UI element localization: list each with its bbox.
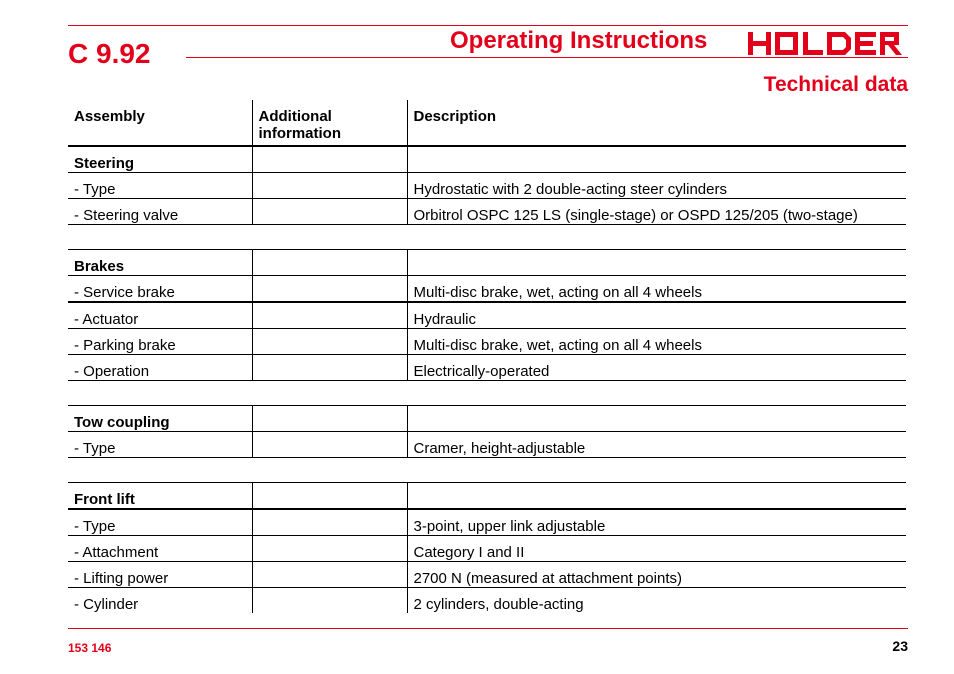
description-cell: Category I and II: [407, 536, 906, 562]
assembly-cell: - Actuator: [68, 302, 252, 329]
assembly-cell: - Type: [68, 509, 252, 536]
table-row: [68, 329, 906, 355]
page-title: Operating Instructions: [450, 27, 708, 54]
description-cell: 2700 N (measured at attachment points): [407, 562, 906, 588]
info-cell: [252, 432, 407, 458]
section-name: Steering: [68, 146, 252, 173]
assembly-cell: - Steering valve: [68, 199, 252, 225]
table-row: [68, 562, 906, 588]
info-cell: [252, 173, 407, 199]
info-cell: [252, 536, 407, 562]
info-cell: [252, 562, 407, 588]
assembly-cell: - Type: [68, 432, 252, 458]
info-cell: [252, 509, 407, 536]
description-cell: Electrically-operated: [407, 355, 906, 381]
document-number: 153 146: [68, 641, 112, 655]
header-rule-middle: [186, 57, 908, 58]
table-row: [68, 173, 906, 199]
spacer-row: [68, 458, 906, 483]
table-header-row: [68, 100, 906, 146]
assembly-cell: - Attachment: [68, 536, 252, 562]
info-cell: [252, 199, 407, 225]
info-cell: [252, 329, 407, 355]
assembly-cell: - Operation: [68, 355, 252, 381]
section-row-tow-coupling: [68, 406, 906, 432]
section-name: Brakes: [68, 250, 252, 276]
section-row-front-lift: [68, 483, 906, 510]
section-name: Tow coupling: [68, 406, 252, 432]
description-cell: Hydrostatic with 2 double-acting steer cylinders: [407, 173, 906, 199]
holder-logo: [748, 32, 902, 55]
footer-rule: [68, 628, 908, 629]
table-row: [68, 536, 906, 562]
description-cell: 3-point, upper link adjustable: [407, 509, 906, 536]
section-name: Front lift: [68, 483, 252, 510]
description-cell: Hydraulic: [407, 302, 906, 329]
column-header-additional-information: Additional information: [252, 100, 407, 146]
page-subtitle: Technical data: [763, 73, 908, 96]
page-number: 23: [892, 638, 908, 654]
info-cell: [252, 302, 407, 329]
info-cell: [252, 355, 407, 381]
section-row-steering: [68, 146, 906, 173]
description-cell: Multi-disc brake, wet, acting on all 4 wheels: [407, 329, 906, 355]
assembly-cell: - Parking brake: [68, 329, 252, 355]
model-number: C 9.92: [68, 38, 151, 69]
table-row: [68, 432, 906, 458]
column-header-assembly: Assembly: [68, 100, 252, 146]
table-row: [68, 588, 906, 614]
assembly-cell: - Type: [68, 173, 252, 199]
info-cell: [252, 588, 407, 614]
header-rule-top: [68, 25, 908, 26]
table-row: [68, 302, 906, 329]
description-cell: Multi-disc brake, wet, acting on all 4 wheels: [407, 276, 906, 303]
table-row: [68, 199, 906, 225]
description-cell: Cramer, height-adjustable: [407, 432, 906, 458]
assembly-cell: - Service brake: [68, 276, 252, 303]
table-row: [68, 355, 906, 381]
technical-data-table: [68, 100, 906, 613]
assembly-cell: - Lifting power: [68, 562, 252, 588]
spacer-row: [68, 225, 906, 250]
section-row-brakes: [68, 250, 906, 276]
table-row: [68, 509, 906, 536]
column-header-description: Description: [407, 100, 906, 146]
description-cell: Orbitrol OSPC 125 LS (single-stage) or OSPD 125/205 (two-stage): [407, 199, 906, 225]
spacer-row: [68, 381, 906, 406]
assembly-cell: - Cylinder: [74, 596, 139, 613]
info-cell: [252, 276, 407, 303]
description-cell: 2 cylinders, double-acting: [407, 588, 906, 614]
table-row: [68, 276, 906, 303]
